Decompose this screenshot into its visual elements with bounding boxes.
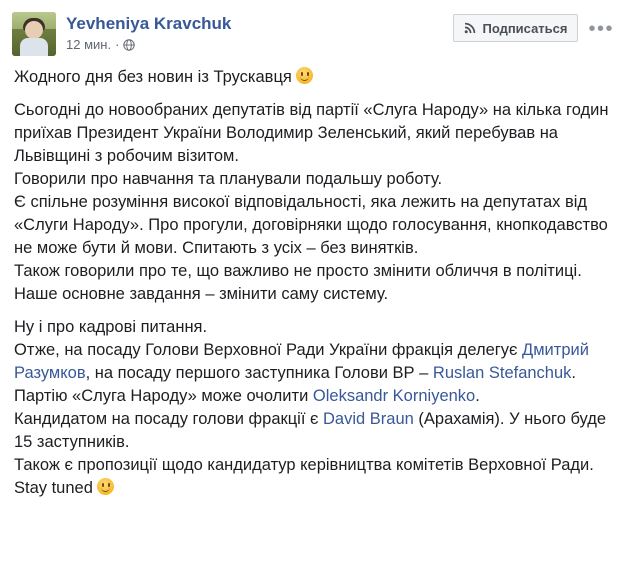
post-paragraph: Партію «Слуга Народу» може очолити Oleksandr Korniyenko.	[14, 387, 480, 405]
profile-link[interactable]: David Braun	[323, 410, 414, 428]
smile-emoji-icon	[296, 67, 313, 84]
post-paragraph: Кандидатом на посаду голови фракції є David Braun (Арахамія). У нього буде 15 заступників.	[14, 410, 607, 451]
avatar[interactable]	[12, 12, 56, 56]
post-paragraph: Сьогодні до новообраних депутатів від партії «Слуга Народу» на кілька годин приїхав Президент України Володимир Зеленський, який перебував на Львівщині з робочим візитом.	[14, 101, 609, 165]
author-name[interactable]: Yevheniya Kravchuk	[66, 14, 232, 33]
meta-separator: ·	[115, 37, 120, 52]
paragraph-gap	[14, 306, 612, 316]
follow-button[interactable]	[453, 14, 578, 42]
profile-link[interactable]: Oleksandr Korniyenko	[312, 387, 476, 405]
post-timestamp[interactable]: 12 мин.	[66, 37, 112, 52]
post-paragraph: Також говорили про те, що важливо не просто змінити обличчя в політиці. Наше основне завдання – змінити саму систему.	[14, 262, 582, 303]
profile-link[interactable]: Ruslan Stefanchuk	[432, 364, 572, 382]
paragraph-gap	[14, 89, 612, 99]
post-header-actions	[453, 14, 614, 42]
avatar-face	[25, 21, 43, 39]
post-text-body	[0, 56, 626, 500]
avatar-body	[20, 38, 48, 56]
post-paragraph: Є спільне розуміння високої відповідальності, яка лежить на депутатах від «Слуги Народу». Про прогули, договірняки щодо голосування, кнопкодавство не може бути й мови. Спитають з усіх – без винятків.	[14, 193, 608, 257]
post-paragraph: Отже, на посаду Голови Верховної Ради України фракція делегує Дмитрий Разумков, на посаду першого заступника Голови ВР – Ruslan Stefanchuk.	[14, 341, 589, 382]
smile-emoji-icon	[97, 478, 114, 495]
post-paragraph: Stay tuned	[14, 477, 612, 500]
rss-icon	[464, 22, 476, 34]
post-header	[0, 0, 626, 56]
more-options-button[interactable]: •••	[588, 18, 614, 40]
globe-icon	[123, 39, 135, 51]
post-paragraph: Також є пропозиції щодо кандидатур керівництва комітетів Верховної Ради.	[14, 456, 594, 474]
post-paragraph: Жодного дня без новин із Трускавця	[14, 66, 612, 89]
profile-link[interactable]: Дмитрий Разумков	[14, 341, 589, 382]
post-paragraph: Ну і про кадрові питання.	[14, 318, 208, 336]
post-paragraph: Говорили про навчання та планували подальшу роботу.	[14, 170, 443, 188]
follow-button-label: Подписаться	[482, 20, 568, 36]
